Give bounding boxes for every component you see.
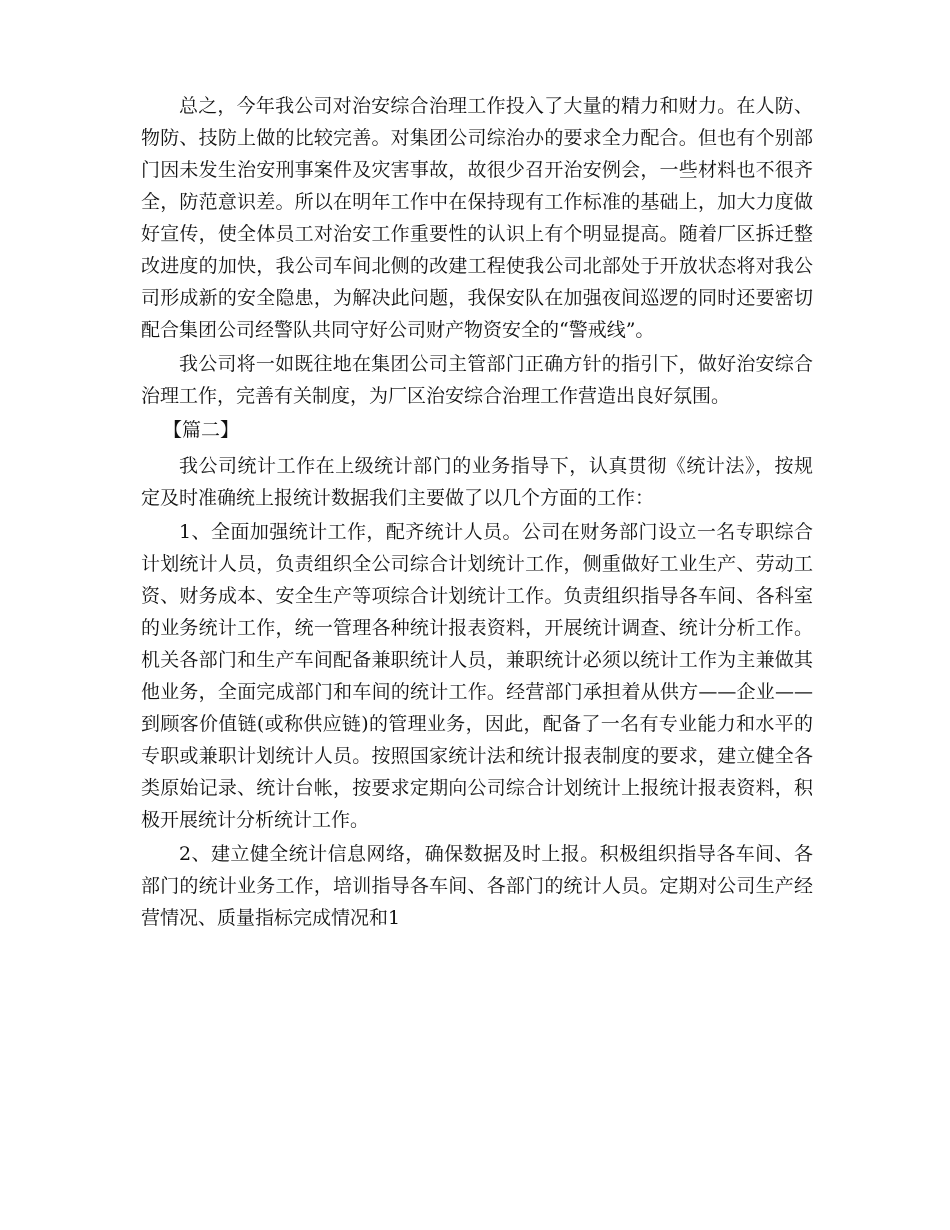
section-heading: 【篇二】: [163, 419, 240, 441]
paragraph-statistics-item-1: 1、全面加强统计工作，配齐统计人员。公司在财务部门设立一名专职综合计划统计人员，负责组织全公司综合计划统计工作，侧重做好工业生产、劳动工资、财务成本、安全生产等项综合计划统计工作。负责组织指导各车间、各科室的业务统计工作，统一管理各种统计报表资料，开展统计调查、统计分析工作。机关各部门和生产车间配备兼职统计人员，兼职统计必须以统计工作为主兼做其他业务，全面完成部门和车间的统计工作。经营部门承担着从供方——企业——到顾客价值链(或称供应链)的管理业务，因此，配备了一名有专业能力和水平的专职或兼职计划统计人员。按照国家统计法和统计报表制度的要求，建立健全各类原始记录、统计台帐，按要求定期向公司综合计划统计上报统计报表资料，积极开展统计分析统计工作。: [141, 521, 813, 831]
paragraph-statistics-item-2: 2、建立健全统计信息网络，确保数据及时上报。积极组织指导各车间、各部门的统计业务工作，培训指导各车间、各部门的统计人员。定期对公司生产经营情况、质量指标完成情况和1: [141, 843, 813, 929]
paragraph-commitment: 我公司将一如既往地在集团公司主管部门正确方针的指引下，做好治安综合治理工作，完善有关制度，为厂区治安综合治理工作营造出良好氛围。: [141, 353, 813, 407]
paragraph-summary: 总之，今年我公司对治安综合治理工作投入了大量的精力和财力。在人防、物防、技防上做的比较完善。对集团公司综治办的要求全力配合。但也有个别部门因未发生治安刑事案件及灾害事故，故很少召开治安例会，一些材料也不很齐全，防范意识差。所以在明年工作中在保持现有工作标准的基础上，加大力度做好宣传，使全体员工对治安工作重要性的认识上有个明显提高。随着厂区拆迁整改进度的加快，我公司车间北侧的改建工程使我公司北部处于开放状态将对我公司形成新的安全隐患，为解决此问题，我保安队在加强夜间巡逻的同时还要密切配合集团公司经警队共同守好公司财产物资安全的“警戒线”。: [141, 95, 813, 341]
document-body: [141, 90, 813, 936]
paragraph-statistics-intro: 我公司统计工作在上级统计部门的业务指导下，认真贯彻《统计法》，按规定及时准确统上报统计数据我们主要做了以几个方面的工作：: [141, 455, 813, 509]
